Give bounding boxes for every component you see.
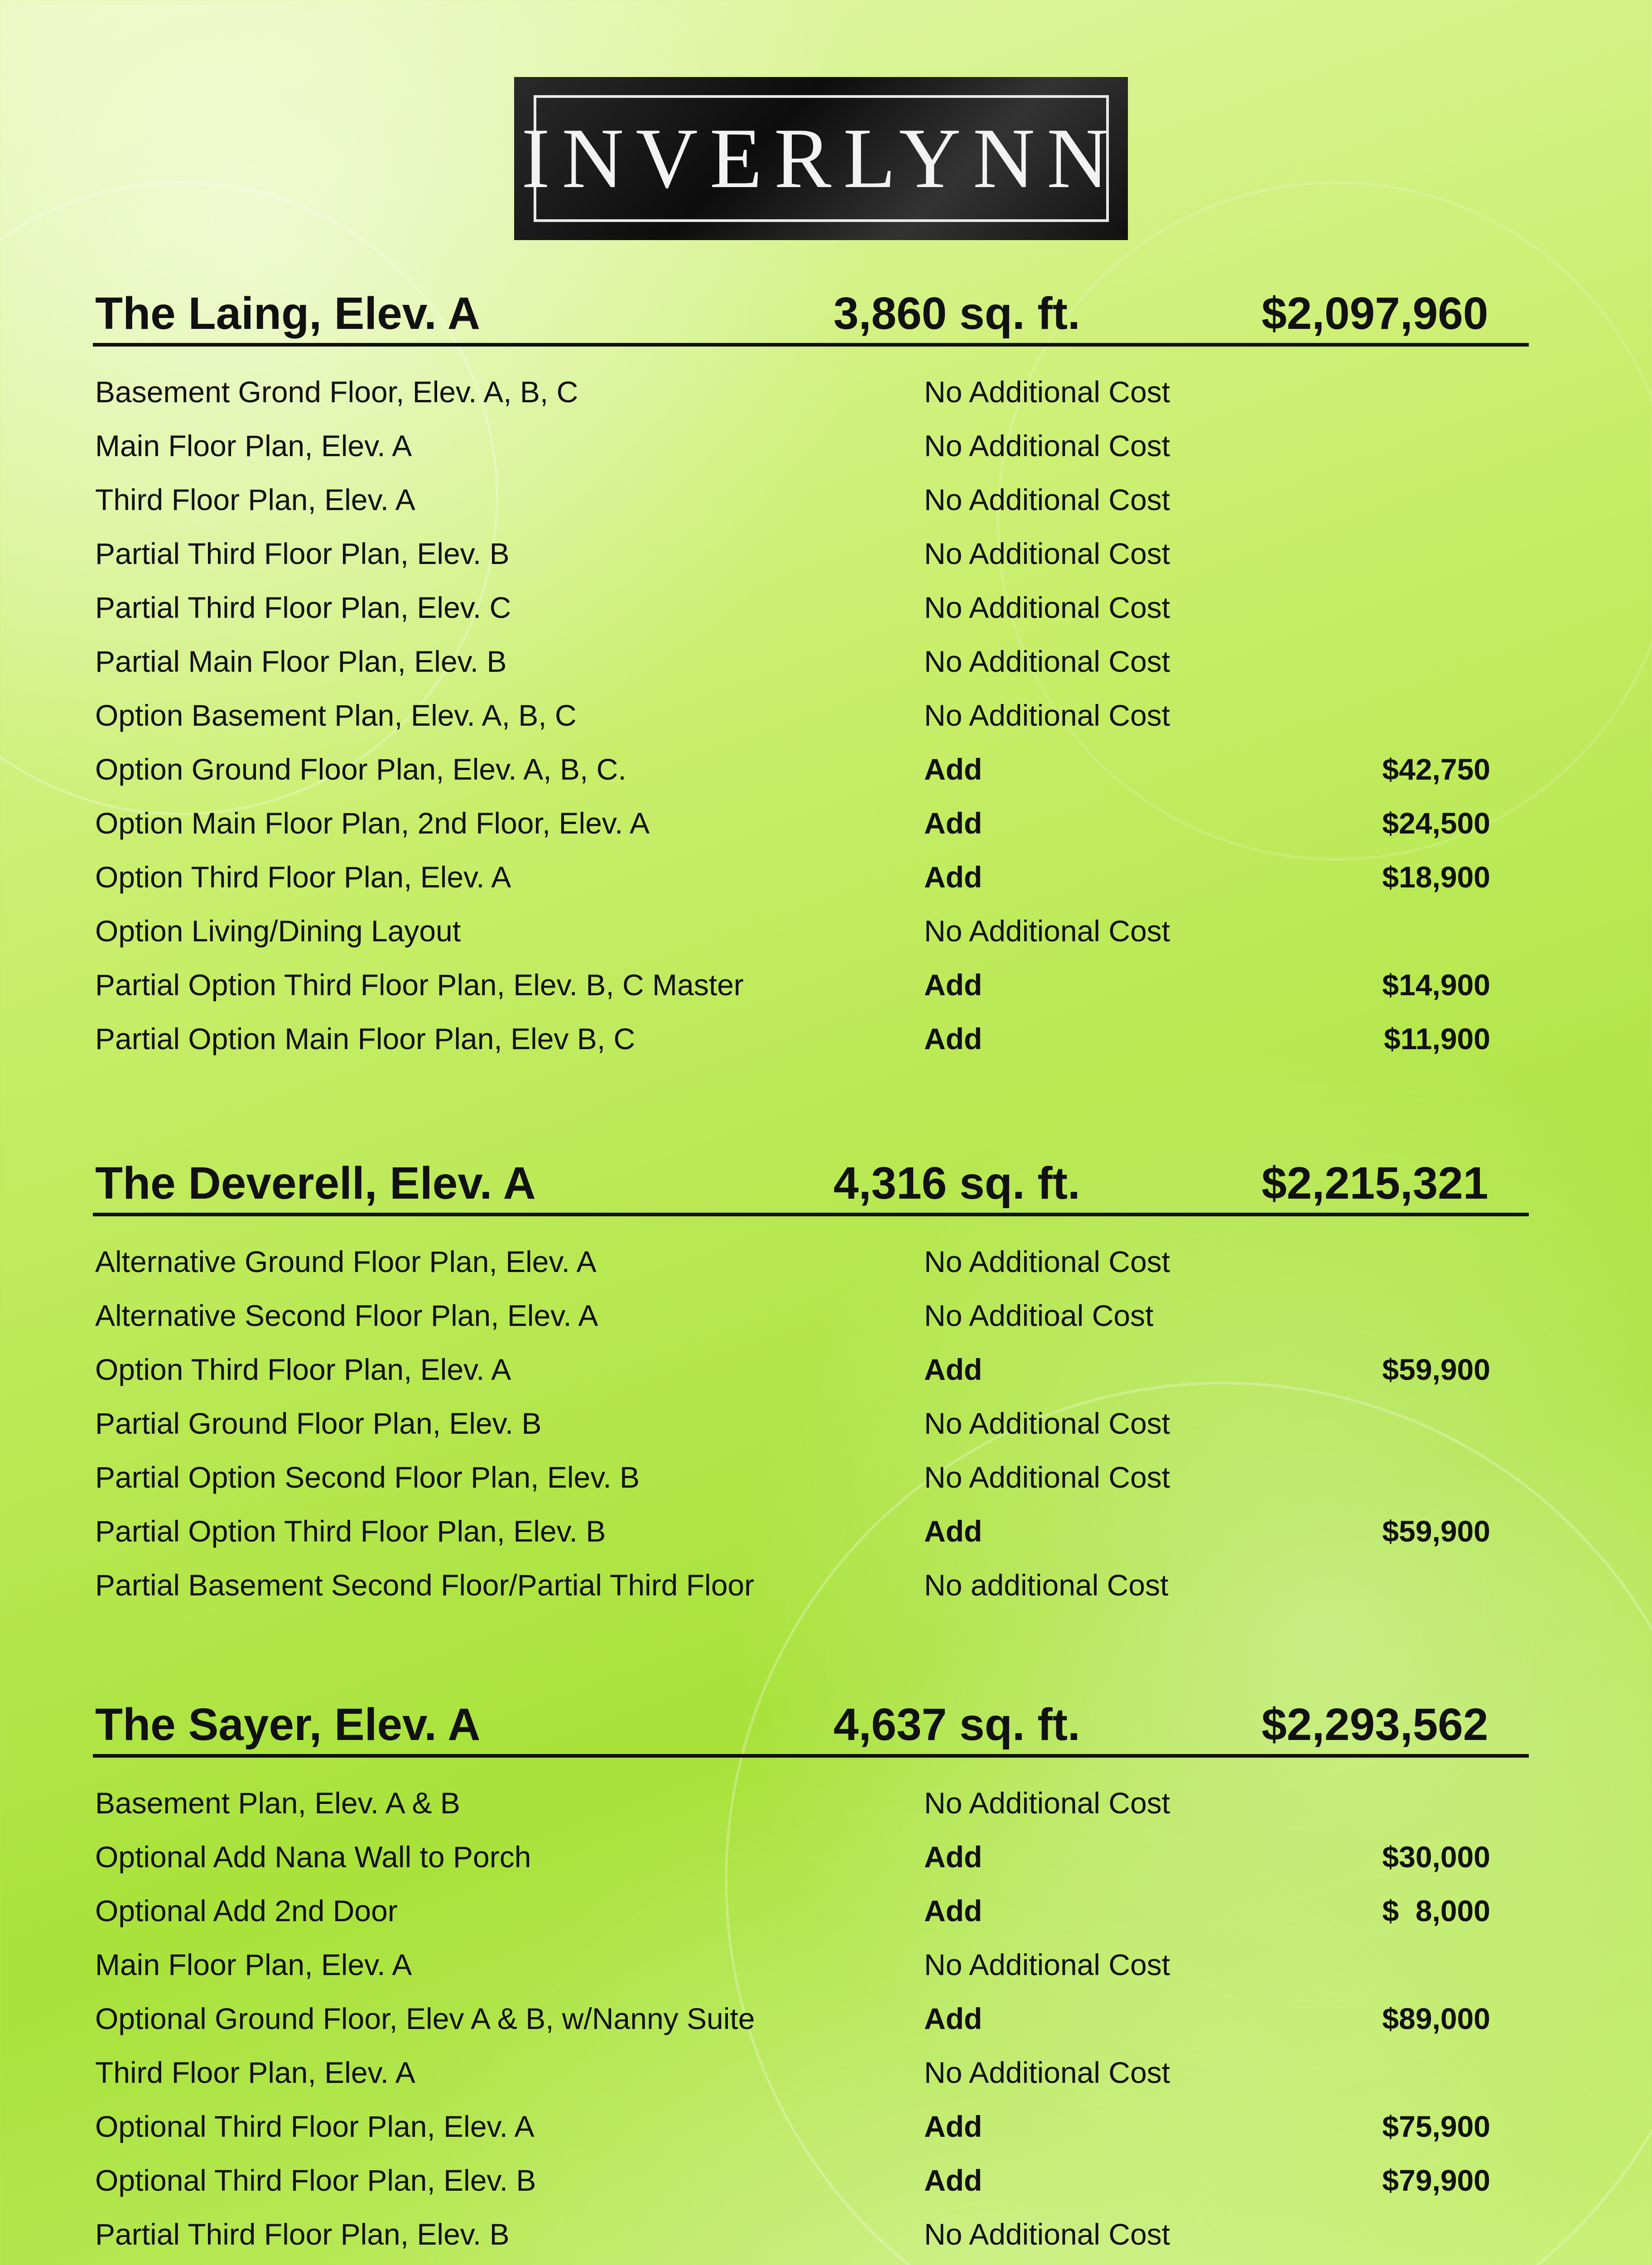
option-item: Partial Third Floor Plan, Elev. B bbox=[95, 537, 510, 570]
section-deverell bbox=[93, 1148, 1529, 1616]
option-item: Alternative Second Floor Plan, Elev. A bbox=[95, 1299, 598, 1332]
option-row bbox=[93, 1508, 1529, 1562]
option-price: $59,900 bbox=[1382, 1514, 1490, 1548]
option-cost-note: No Additional Cost bbox=[924, 914, 1170, 948]
option-item: Third Floor Plan, Elev. A bbox=[95, 483, 415, 516]
option-row bbox=[93, 693, 1529, 747]
model-name: The Sayer, Elev. A bbox=[95, 1699, 481, 1750]
option-row bbox=[93, 2158, 1529, 2212]
option-item: Alternative Ground Floor Plan, Elev. A bbox=[95, 1245, 597, 1278]
option-list bbox=[93, 1780, 1529, 2265]
option-cost-note: No Additioal Cost bbox=[924, 1299, 1154, 1332]
option-cost-note: Add bbox=[924, 1022, 983, 1055]
option-item: Optional Add Nana Wall to Porch bbox=[95, 1840, 531, 1874]
option-item: Partial Option Second Floor Plan, Elev. B bbox=[95, 1460, 640, 1494]
option-cost-note: No Additional Cost bbox=[924, 1407, 1170, 1440]
option-row bbox=[93, 369, 1529, 423]
option-item: Main Floor Plan, Elev. A bbox=[95, 1948, 412, 1981]
option-cost-note: Add bbox=[924, 968, 983, 1002]
model-price: $2,293,562 bbox=[1262, 1699, 1488, 1750]
option-row bbox=[93, 747, 1529, 800]
option-cost-note: Add bbox=[924, 1514, 983, 1548]
option-cost-note: Add bbox=[924, 752, 983, 786]
option-row bbox=[93, 1996, 1529, 2050]
option-cost-note: No Additional Cost bbox=[924, 1948, 1170, 1981]
option-cost-note: No Additional Cost bbox=[924, 375, 1170, 409]
option-row bbox=[93, 531, 1529, 585]
option-row bbox=[93, 2104, 1529, 2158]
model-price: $2,097,960 bbox=[1262, 288, 1488, 339]
logo-frame bbox=[521, 95, 1121, 222]
option-item: Option Living/Dining Layout bbox=[95, 914, 461, 948]
option-price: $14,900 bbox=[1382, 968, 1490, 1002]
option-cost-note: Add bbox=[924, 2002, 983, 2035]
option-price: $ 8,000 bbox=[1382, 1894, 1490, 1928]
section-header bbox=[93, 1690, 1529, 1758]
section-sayer bbox=[93, 1690, 1529, 2265]
option-row bbox=[93, 800, 1529, 854]
option-list bbox=[93, 369, 1529, 1070]
inverlynn-logo bbox=[514, 77, 1128, 240]
option-cost-note: No Additional Cost bbox=[924, 483, 1170, 516]
option-row bbox=[93, 1942, 1529, 1996]
option-item: Option Ground Floor Plan, Elev. A, B, C. bbox=[95, 752, 626, 786]
option-row bbox=[93, 1834, 1529, 1888]
option-row bbox=[93, 854, 1529, 908]
option-cost-note: No Additional Cost bbox=[924, 429, 1170, 463]
option-item: Basement Plan, Elev. A & B bbox=[95, 1786, 460, 1820]
option-price: $30,000 bbox=[1382, 1840, 1490, 1874]
option-row bbox=[93, 1293, 1529, 1347]
option-item: Third Floor Plan, Elev. A bbox=[95, 2056, 415, 2089]
section-laing bbox=[93, 279, 1529, 1070]
model-name: The Laing, Elev. A bbox=[95, 288, 481, 339]
option-item: Partial Option Third Floor Plan, Elev. B, C Master bbox=[95, 968, 744, 1002]
option-item: Partial Third Floor Plan, Elev. C bbox=[95, 591, 511, 624]
option-row bbox=[93, 1239, 1529, 1293]
option-cost-note: No Additional Cost bbox=[924, 591, 1170, 624]
option-cost-note: Add bbox=[924, 1894, 983, 1928]
option-item: Partial Third Floor Plan, Elev. B bbox=[95, 2217, 510, 2251]
option-price: $79,900 bbox=[1382, 2164, 1490, 2197]
option-item: Partial Option Main Floor Plan, Elev B, C bbox=[95, 1022, 636, 1055]
option-cost-note: No Additional Cost bbox=[924, 645, 1170, 678]
option-row bbox=[93, 1401, 1529, 1455]
model-area: 4,316 sq. ft. bbox=[833, 1158, 1080, 1209]
model-price: $2,215,321 bbox=[1262, 1158, 1488, 1209]
option-item: Basement Grond Floor, Elev. A, B, C bbox=[95, 375, 578, 409]
option-row bbox=[93, 962, 1529, 1016]
option-cost-note: Add bbox=[924, 2110, 983, 2143]
model-name: The Deverell, Elev. A bbox=[95, 1158, 536, 1209]
option-row bbox=[93, 1347, 1529, 1401]
option-cost-note: No Additional Cost bbox=[924, 2217, 1170, 2251]
option-cost-note: No additional Cost bbox=[924, 1568, 1169, 1602]
option-item: Optional Add 2nd Door bbox=[95, 1894, 398, 1928]
model-area: 3,860 sq. ft. bbox=[833, 288, 1080, 339]
option-cost-note: No Additional Cost bbox=[924, 537, 1170, 570]
option-item: Main Floor Plan, Elev. A bbox=[95, 429, 412, 463]
option-item: Partial Ground Floor Plan, Elev. B bbox=[95, 1407, 542, 1440]
option-cost-note: No Additional Cost bbox=[924, 2056, 1170, 2089]
option-row bbox=[93, 2212, 1529, 2265]
option-row bbox=[93, 477, 1529, 531]
option-item: Option Third Floor Plan, Elev. A bbox=[95, 860, 511, 894]
option-item: Option Third Floor Plan, Elev. A bbox=[95, 1353, 511, 1386]
option-item: Optional Ground Floor, Elev A & B, w/Nanny Suite bbox=[95, 2002, 755, 2035]
option-cost-note: Add bbox=[924, 1353, 983, 1386]
option-list bbox=[93, 1239, 1529, 1616]
option-price: $59,900 bbox=[1382, 1353, 1490, 1386]
option-cost-note: No Additional Cost bbox=[924, 1786, 1170, 1820]
option-cost-note: No Additional Cost bbox=[924, 1245, 1170, 1278]
option-row bbox=[93, 423, 1529, 477]
option-row bbox=[93, 908, 1529, 962]
option-item: Partial Main Floor Plan, Elev. B bbox=[95, 645, 507, 678]
option-row bbox=[93, 639, 1529, 693]
option-item: Option Basement Plan, Elev. A, B, C bbox=[95, 699, 577, 732]
option-price: $18,900 bbox=[1382, 860, 1490, 894]
option-price: $24,500 bbox=[1382, 806, 1490, 840]
option-price: $89,000 bbox=[1382, 2002, 1490, 2035]
option-row bbox=[93, 1562, 1529, 1616]
option-price: $75,900 bbox=[1382, 2110, 1490, 2143]
option-row bbox=[93, 585, 1529, 639]
option-price: $11,900 bbox=[1384, 1022, 1490, 1055]
option-cost-note: Add bbox=[924, 806, 983, 840]
option-cost-note: Add bbox=[924, 2164, 983, 2197]
option-row bbox=[93, 1888, 1529, 1942]
option-cost-note: Add bbox=[924, 1840, 983, 1874]
section-header bbox=[93, 1148, 1529, 1216]
option-row bbox=[93, 1016, 1529, 1070]
option-row bbox=[93, 2050, 1529, 2104]
logo-text: INVERLYNN bbox=[521, 111, 1121, 206]
option-price: $42,750 bbox=[1382, 752, 1490, 786]
option-item: Optional Third Floor Plan, Elev. A bbox=[95, 2110, 535, 2143]
model-area: 4,637 sq. ft. bbox=[833, 1699, 1080, 1750]
option-row bbox=[93, 1455, 1529, 1508]
option-item: Optional Third Floor Plan, Elev. B bbox=[95, 2164, 536, 2197]
option-cost-note: No Additional Cost bbox=[924, 699, 1170, 732]
option-item: Option Main Floor Plan, 2nd Floor, Elev. A bbox=[95, 806, 650, 840]
option-cost-note: Add bbox=[924, 860, 983, 894]
section-header bbox=[93, 279, 1529, 347]
option-cost-note: No Additional Cost bbox=[924, 1460, 1170, 1494]
option-item: Partial Option Third Floor Plan, Elev. B bbox=[95, 1514, 606, 1548]
option-row bbox=[93, 1780, 1529, 1834]
option-item: Partial Basement Second Floor/Partial Third Floor bbox=[95, 1568, 755, 1602]
